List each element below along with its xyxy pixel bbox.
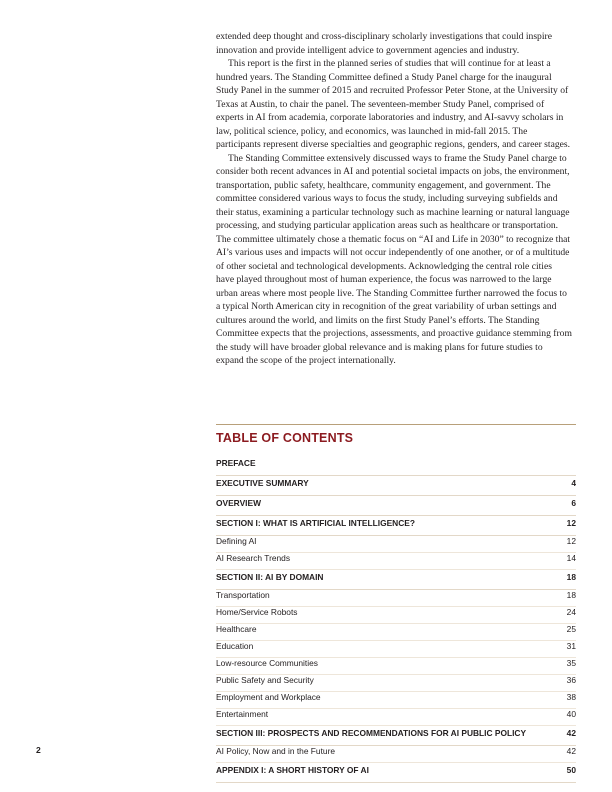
toc-entry-page: 14 <box>566 553 576 563</box>
toc-entry[interactable] <box>216 746 576 763</box>
toc-entry[interactable] <box>216 675 576 692</box>
toc-entry-page: 42 <box>566 746 576 756</box>
toc-entry[interactable] <box>216 709 576 726</box>
toc-entry[interactable] <box>216 590 576 607</box>
toc-entry-page: 42 <box>566 728 576 738</box>
toc-entry[interactable] <box>216 765 576 783</box>
divider <box>216 424 576 425</box>
toc-entry-label: SECTION III: PROSPECTS AND RECOMMENDATIONS FOR AI PUBLIC POLICY <box>216 728 527 738</box>
toc-entry-page: 35 <box>566 658 576 668</box>
toc-entry-label: AI Policy, Now and in the Future <box>216 746 336 756</box>
toc-entry[interactable] <box>216 658 576 675</box>
toc-entry-page: 6 <box>571 498 576 508</box>
intro-text <box>216 30 572 368</box>
toc-entry[interactable] <box>216 478 576 496</box>
toc-entry[interactable] <box>216 607 576 624</box>
toc-entry-label: APPENDIX I: A SHORT HISTORY OF AI <box>216 765 369 775</box>
toc-entry-page: 18 <box>566 590 576 600</box>
toc-entry[interactable] <box>216 624 576 641</box>
toc-entry-label: Home/Service Robots <box>216 607 298 617</box>
toc-entry-label: Entertainment <box>216 709 269 719</box>
toc-entry-page: 18 <box>566 572 576 582</box>
toc-entry-label: SECTION I: WHAT IS ARTIFICIAL INTELLIGENCE? <box>216 518 415 528</box>
toc-entry[interactable] <box>216 692 576 709</box>
toc-entry[interactable] <box>216 641 576 658</box>
toc-entry-label: Employment and Workplace <box>216 692 321 702</box>
intro-paragraph: This report is the first in the planned series of studies that will continue for at least a hundred years. The Standing Committee defined a Study Panel charge for the inaugural Study Panel in the summer of 2015 and recruited Professor Peter Stone, at the University of Texas at Austin, to chair the panel. The seventeen-member Study Panel, comprised of experts in AI from academia, corporate laboratories and industry, and AI-savvy scholars in law, political science, policy, and economics, was launched in mid-fall 2015. The participants represent diverse specialties and geographic regions, genders, and career stages. <box>216 58 571 150</box>
toc-entry-page: 25 <box>566 624 576 634</box>
intro-paragraph: The Standing Committee extensively discussed ways to frame the Study Panel charge to consider both recent advances in AI and potential societal impacts on jobs, the environment, transportation, public safety, healthcare, community engagement, and government. The committee considered various ways to focus the study, including surveying subfields and their status, examining a particular technology such as machine learning or natural language processing, and studying particular application areas such as healthcare or transportation. The committee ultimately chose a thematic focus on “AI and Life in 2030” to recognize that AI’s various uses and impacts will not occur independently of one another, or of a multitude of other societal and technological developments. Acknowledging the central role cities have played throughout most of human experience, the focus was narrowed to the large urban areas where most people live. The Standing Committee further narrowed the focus to a typical North American city in recognition of the great variability of urban settings and cultures around the world, and limits on the first Study Panel’s efforts. The Standing Committee expects that the projections, assessments, and proactive guidance stemming from the study will have broader global relevance and is making plans for future studies to expand the scope of the project internationally. <box>216 152 572 366</box>
toc-title: TABLE OF CONTENTS <box>216 431 354 445</box>
page-number: 2 <box>36 745 41 755</box>
toc-entry-label: AI Research Trends <box>216 553 291 563</box>
toc-entry-page: 36 <box>566 675 576 685</box>
toc-entry-label: SECTION II: AI BY DOMAIN <box>216 572 324 582</box>
toc-entry-label: PREFACE <box>216 458 256 468</box>
toc-entry-label: Education <box>216 641 254 651</box>
toc-entry[interactable] <box>216 458 576 476</box>
toc-entry-page: 12 <box>566 536 576 546</box>
toc-entry-label: Defining AI <box>216 536 257 546</box>
toc-entry[interactable] <box>216 536 576 553</box>
toc-entry-page: 12 <box>566 518 576 528</box>
toc-entry-label: Transportation <box>216 590 270 600</box>
table-of-contents <box>216 456 576 783</box>
toc-entry-page: 24 <box>566 607 576 617</box>
toc-entry-page: 4 <box>571 478 576 488</box>
toc-entry-page: 31 <box>566 641 576 651</box>
toc-entry[interactable] <box>216 728 576 746</box>
toc-entry-page: 38 <box>566 692 576 702</box>
toc-entry-label: OVERVIEW <box>216 498 261 508</box>
toc-entry-label: Public Safety and Security <box>216 675 314 685</box>
toc-entry-page: 40 <box>566 709 576 719</box>
toc-entry[interactable] <box>216 572 576 590</box>
toc-entry[interactable] <box>216 498 576 516</box>
toc-entry-label: Healthcare <box>216 624 257 634</box>
toc-entry-label: Low-resource Communities <box>216 658 318 668</box>
toc-entry[interactable] <box>216 553 576 570</box>
toc-entry-page: 50 <box>566 765 576 775</box>
toc-entry-label: EXECUTIVE SUMMARY <box>216 478 309 488</box>
toc-entry[interactable] <box>216 518 576 536</box>
intro-paragraph: extended deep thought and cross-disciplinary scholarly investigations that could inspire innovation and provide intelligent advice to government agencies and industry. <box>216 31 552 56</box>
